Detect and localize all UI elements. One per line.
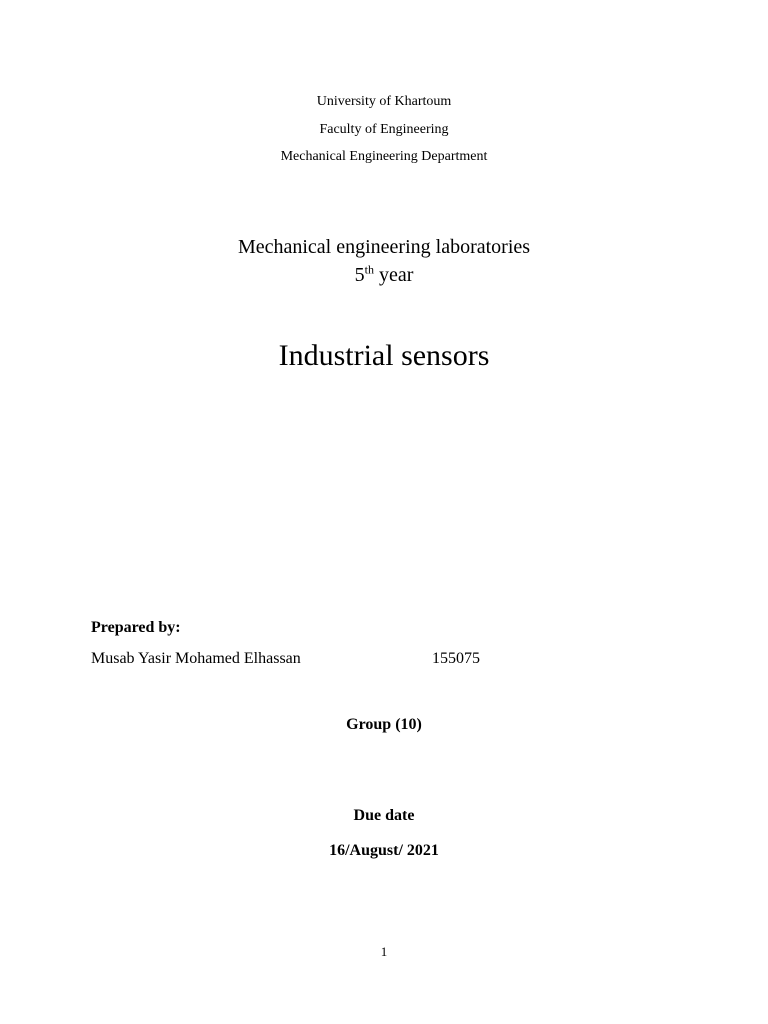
group-label: Group xyxy=(346,716,392,733)
report-title: Industrial sensors xyxy=(278,339,490,372)
student-id: 155075 xyxy=(432,650,480,667)
department-name: Mechanical Engineering Department xyxy=(280,149,488,164)
year-number: 5 xyxy=(354,264,365,286)
prepared-by-label: Prepared by: xyxy=(91,619,181,636)
year-word: year xyxy=(378,264,414,286)
course-year xyxy=(0,263,768,287)
page-number: 1 xyxy=(380,944,388,959)
faculty-name: Faculty of Engineering xyxy=(319,122,449,137)
student-name: Musab Yasir Mohamed Elhassan xyxy=(91,650,301,667)
due-date-value: 16/August/ 2021 xyxy=(329,842,439,859)
university-name: University of Khartoum xyxy=(316,94,452,109)
group-number: (10) xyxy=(395,716,422,733)
course-name: Mechanical engineering laboratories xyxy=(237,236,531,258)
year-suffix: th xyxy=(364,262,374,277)
due-date-label: Due date xyxy=(353,807,415,824)
group-line xyxy=(0,716,768,734)
